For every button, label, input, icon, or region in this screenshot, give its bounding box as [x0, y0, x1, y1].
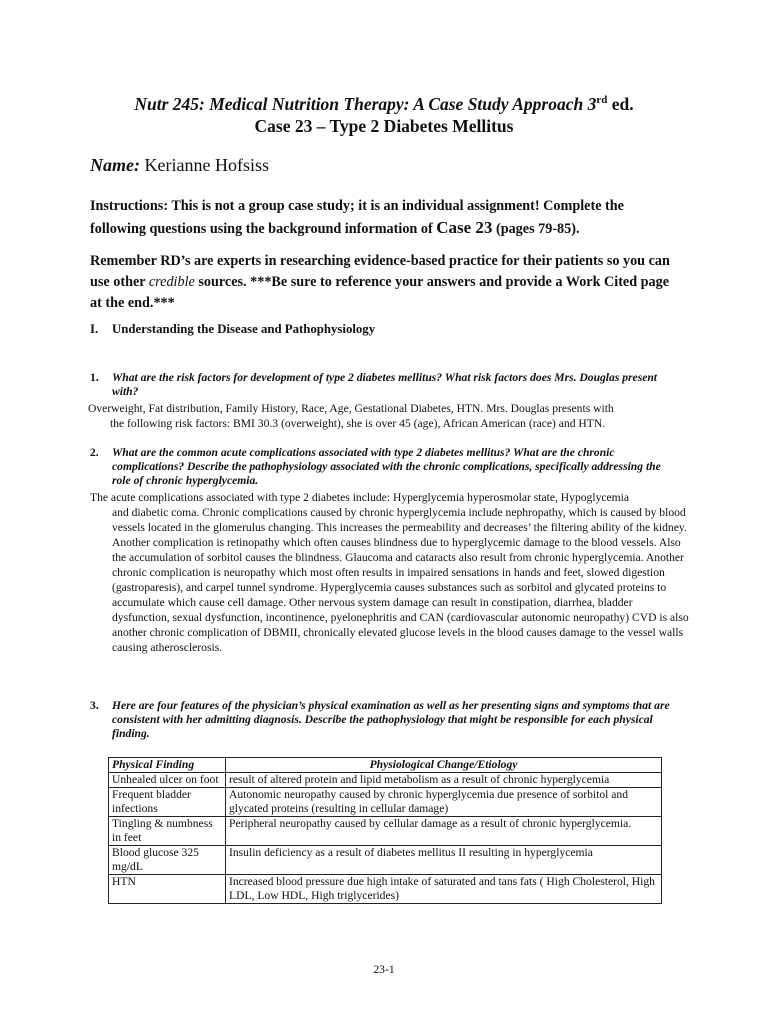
etiology-cell: Peripheral neuropathy caused by cellular damage as a result of chronic hyperglycemia. — [226, 817, 662, 846]
question-1 — [90, 371, 680, 399]
question-number: 1. — [90, 371, 99, 384]
student-name: Kerianne Hofsiss — [144, 155, 269, 175]
table-row — [109, 875, 662, 904]
finding-cell: Frequent bladder infections — [109, 788, 226, 817]
etiology-cell: Increased blood pressure due high intake of saturated and tans fats ( High Cholesterol, High LDL, Low HDL, High triglycerides) — [226, 875, 662, 904]
etiology-cell: Insulin deficiency as a result of diabetes mellitus II resulting in hyperglycemia — [226, 846, 662, 875]
answer-1 — [88, 401, 688, 431]
case-number: Case 23 — [436, 218, 493, 237]
title-main: Nutr 245: Medical Nutrition Therapy: A Case Study Approach 3 — [134, 94, 597, 114]
answer-first-line: The acute complications associated with type 2 diabetes include: Hyperglycemia hyperosmolar state, Hypoglycemia — [90, 491, 630, 504]
document-title — [0, 94, 768, 115]
page-number: 23-1 — [373, 963, 395, 976]
reminder-text-end: sources. ***Be sure to reference your answers and provide a Work Cited page at the end.*** — [90, 274, 670, 311]
table-row — [109, 817, 662, 846]
reminder-paragraph — [90, 251, 680, 314]
section-title: Understanding the Disease and Pathophysiology — [112, 322, 376, 336]
question-text: Here are four features of the physician’s physical examination as well as her presenting signs and symptoms that are consistent with her admitting diagnosis. Describe the pathophysiology that might be responsible for each physical finding. — [112, 699, 670, 740]
answer-first-line: Overweight, Fat distribution, Family History, Race, Age, Gestational Diabetes, HTN. Mrs. Douglas presents with — [88, 402, 614, 415]
instructions-pages: (pages 79-85). — [492, 221, 580, 237]
column-header: Physical Finding — [109, 758, 226, 773]
finding-cell: HTN — [109, 875, 226, 904]
answer-2 — [90, 490, 690, 655]
finding-cell: Unhealed ulcer on foot — [109, 773, 226, 788]
question-number: 2. — [90, 446, 99, 459]
question-number: 3. — [90, 699, 99, 712]
section-number: I. — [90, 322, 99, 336]
question-2 — [90, 446, 680, 488]
document-subtitle: Case 23 – Type 2 Diabetes Mellitus — [254, 116, 514, 136]
title-superscript: rd — [596, 94, 608, 107]
section-heading — [90, 322, 375, 337]
table-row — [109, 788, 662, 817]
question-text: What are the common acute complications associated with type 2 diabetes mellitus? What are the chronic complications? Describe the pathophysiology associated with the chronic complications, specifically addressing the role of chronic hyperglycemia. — [112, 446, 661, 487]
question-text: What are the risk factors for development of type 2 diabetes mellitus? What risk factors does Mrs. Douglas present with? — [112, 371, 658, 398]
question-3 — [90, 699, 680, 741]
table-row — [109, 846, 662, 875]
etiology-cell: result of altered protein and lipid metabolism as a result of chronic hyperglycemia — [226, 773, 662, 788]
column-header: Physiological Change/Etiology — [226, 758, 662, 773]
table-row — [109, 773, 662, 788]
title-edition: ed. — [607, 94, 634, 114]
instructions-text: Instructions: This is not a group case study; it is an individual assignment! Complete the following questions using the background information of — [90, 198, 624, 237]
instructions-paragraph — [90, 196, 680, 240]
etiology-cell: Autonomic neuropathy caused by chronic hyperglycemia due presence of sorbitol and glycated proteins (resulting in cellular damage) — [226, 788, 662, 817]
finding-cell: Blood glucose 325 mg/dL — [109, 846, 226, 875]
answer-continuation: and diabetic coma. Chronic complications caused by chronic hyperglycemia include nephropathy, which is caused by blood vessels located in the glomerulus changing. This increases the permeability and decreases’ the filtering ability of the kidney. Another complication is retinopathy which often causes blindness due to hyperglycemic damage to the blood vessels. Also the accumulation of sorbitol causes the blindness. Glaucoma and cataracts also result from chronic hyperglycemia. Another chronic complication is neuropathy which most often results in impaired sensations in hands and feet, slowed digestion (gastroparesis), and carpel tunnel syndrome. Hyperglycemia causes substances such as sorbitol and glycated proteins to accumulate which cause cell damage. Other nervous system damage can result in constipation, diarrhea, bladder dysfunction, sexual dysfunction, incontinence, pyelonephritis and CAN (cardiovascular autonomic neuropathy) CVD is also another chronic complication of DBMII, chronically elevated glucose levels in the blood causes damage to the vessel walls causing atherosclerosis. — [112, 506, 689, 654]
credible-word: credible — [148, 274, 195, 290]
student-name-line — [90, 155, 269, 176]
table-header-row — [109, 758, 662, 773]
answer-continuation: the following risk factors: BMI 30.3 (overweight), she is over 45 (age), African American (race) and HTN. — [110, 417, 606, 430]
physical-findings-table — [108, 757, 662, 904]
name-label: Name: — [90, 155, 140, 175]
finding-cell: Tingling & numbness in feet — [109, 817, 226, 846]
reminder-text: Remember RD’s are experts in researching evidence-based practice for their patients so you can use other — [90, 253, 670, 290]
